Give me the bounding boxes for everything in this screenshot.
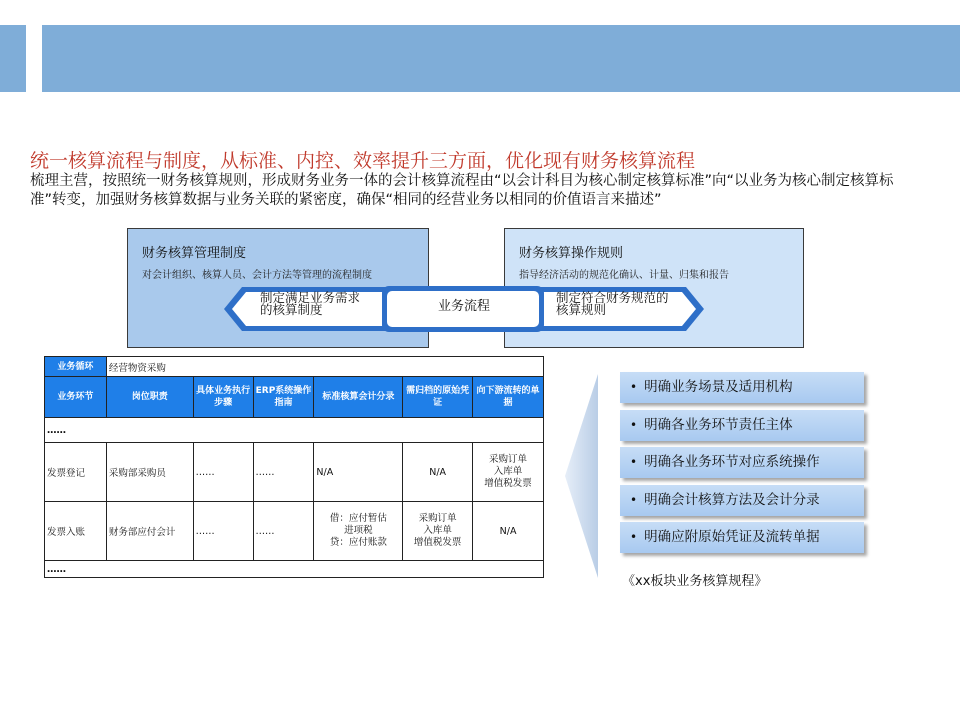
table-cell: 采购订单 入库单 增值税发票 bbox=[403, 502, 473, 561]
column-header: ERP系统操作指南 bbox=[253, 377, 314, 418]
table-cell: 借：应付暂估 进项税 贷：应付账款 bbox=[314, 502, 403, 561]
table-cell: 财务部应付会计 bbox=[106, 502, 193, 561]
column-header: 具体业务执行步骤 bbox=[193, 377, 253, 418]
cycle-label-cell: 业务循环 bbox=[45, 357, 107, 377]
accounting-policy-subtitle: 对会计组织、核算人员、会计方法等管理的流程制度 bbox=[142, 270, 372, 281]
header-accent-block bbox=[0, 25, 26, 92]
table-cell: 发票入账 bbox=[45, 502, 107, 561]
bullet-dot-icon: • bbox=[630, 455, 638, 469]
cycle-value-cell: 经营物资采购 bbox=[106, 357, 543, 377]
slide-title: 统一核算流程与制度，从标准、内控、效率提升三方面，优化现有财务核算流程 bbox=[30, 150, 696, 172]
bullet-dot-icon: • bbox=[630, 530, 638, 544]
list-item bbox=[620, 522, 864, 553]
list-item-label: 明确应附原始凭证及流转单据 bbox=[644, 529, 820, 545]
table-cell: N/A bbox=[314, 443, 403, 502]
table-row bbox=[45, 418, 544, 443]
list-item-label: 明确业务场景及适用机构 bbox=[644, 379, 793, 395]
list-item bbox=[620, 447, 864, 478]
bullet-dot-icon: • bbox=[630, 380, 638, 394]
table-cell: N/A bbox=[403, 443, 473, 502]
table-cell: N/A bbox=[473, 502, 544, 561]
table-cell: 采购部采购员 bbox=[106, 443, 193, 502]
table-cell: 发票登记 bbox=[45, 443, 107, 502]
column-header: 标准核算会计分录 bbox=[314, 377, 403, 418]
column-header: 需归档的原始凭证 bbox=[403, 377, 473, 418]
list-item-label: 明确各业务环节对应系统操作 bbox=[644, 454, 820, 470]
process-table bbox=[44, 356, 544, 578]
column-header: 向下游流转的单据 bbox=[473, 377, 544, 418]
bullet-dot-icon: • bbox=[630, 492, 638, 507]
table-header-row bbox=[45, 377, 544, 418]
accounting-policy-title: 财务核算管理制度 bbox=[142, 246, 247, 261]
flow-right-label: 制定符合财务规范的 核算规则 bbox=[556, 290, 669, 317]
table-cell: …… bbox=[193, 443, 253, 502]
table-cell: …… bbox=[253, 502, 314, 561]
column-header: 业务环节 bbox=[45, 377, 107, 418]
table-cell: 采购订单 入库单 增值税发票 bbox=[473, 443, 544, 502]
list-item-label: 明确会计核算方法及会计分录 bbox=[644, 491, 820, 508]
table-row bbox=[45, 502, 544, 561]
bullet-dot-icon: • bbox=[630, 417, 638, 432]
flow-center-label: 业务流程 bbox=[437, 299, 490, 314]
list-item bbox=[620, 485, 864, 516]
operation-rules-subtitle: 指导经济活动的规范化确认、计量、归集和报告 bbox=[519, 270, 729, 281]
list-item bbox=[620, 372, 864, 403]
table-cell: …… bbox=[253, 443, 314, 502]
table-row bbox=[45, 357, 544, 377]
table-cell: …… bbox=[45, 561, 544, 578]
table-cell: …… bbox=[45, 418, 544, 443]
flow-left-label: 制定满足业务需求 的核算制度 bbox=[260, 290, 361, 317]
list-item bbox=[620, 410, 864, 441]
list-item-label: 明确各业务环节责任主体 bbox=[644, 416, 793, 433]
header-bar bbox=[42, 25, 960, 92]
document-caption: 《xx板块业务核算规程》 bbox=[622, 574, 768, 589]
table-row bbox=[45, 443, 544, 502]
operation-rules-title: 财务核算操作规则 bbox=[519, 246, 624, 261]
pointer-triangle-icon bbox=[565, 374, 599, 578]
table-row bbox=[45, 561, 544, 578]
column-header: 岗位职责 bbox=[106, 377, 193, 418]
key-points-list bbox=[620, 372, 864, 560]
table-cell: …… bbox=[193, 502, 253, 561]
business-flow-arrow bbox=[222, 286, 706, 332]
intro-paragraph: 梳理主营，按照统一财务核算规则，形成财务业务一体的会计核算流程由“以会计科目为核心制定核算标准”向“以业务为核心制定核算标准”转变，加强财务核算数据与业务关联的紧密度，确保“相同的经营业务以相同的价值语言来描述” bbox=[30, 173, 894, 208]
